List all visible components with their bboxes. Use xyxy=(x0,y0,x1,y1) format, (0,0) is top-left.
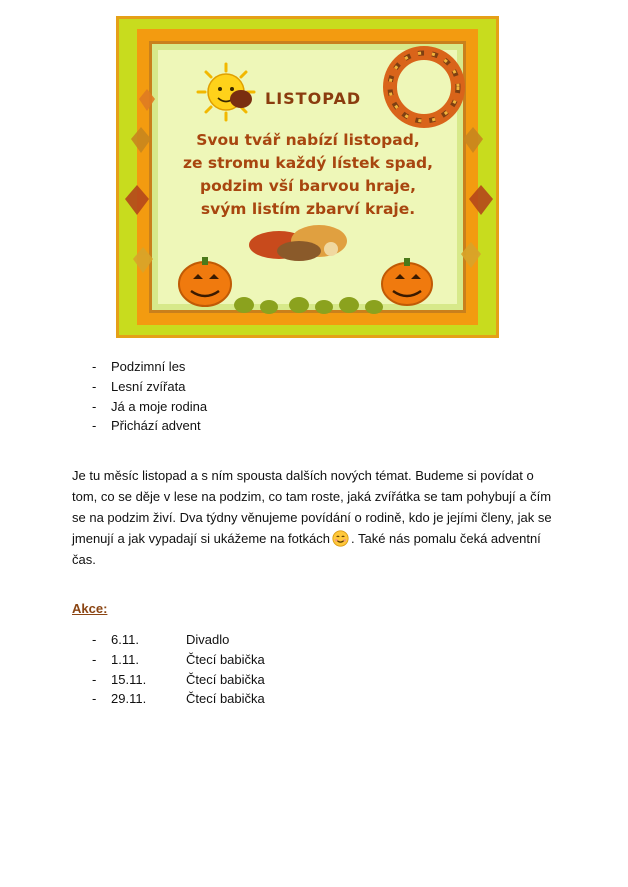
event-date: 29.11. xyxy=(111,691,147,707)
list-item: - Přichází advent xyxy=(92,416,207,436)
list-item xyxy=(92,630,265,650)
poem-line: svým listím zbarví kraje. xyxy=(200,200,416,218)
paragraph-text: Je tu měsíc listopad a s ním spousta dalších nových témat. Budeme si povídat o tom, co se děje v lese na podzim, co tam roste, jaká zvířátka se tam pohybují a čím se na podzim živí. Dva týdny věnujeme povídání o rodině, kdo je jejími členy, jak se jmenují a jak vypadají si ukážeme na fotkách xyxy=(72,468,552,546)
poem-line: ze stromu každý lístek spad, xyxy=(182,154,434,172)
list-item xyxy=(92,670,265,690)
poem-line: Svou tvář nabízí listopad, xyxy=(196,131,420,149)
banner-poem xyxy=(177,129,439,221)
list-item xyxy=(92,689,265,709)
event-name: Divadlo xyxy=(186,632,230,647)
list-item: - Já a moje rodina xyxy=(92,397,207,417)
event-date: 6.11. xyxy=(111,632,139,647)
smiley-icon xyxy=(332,530,349,547)
events-heading: Akce: xyxy=(72,601,108,616)
list-item xyxy=(92,650,265,670)
event-name: Čtecí babička xyxy=(186,691,265,707)
event-date: 1.11. xyxy=(111,651,139,667)
events-list xyxy=(92,630,265,709)
palette-icon xyxy=(230,90,252,108)
paragraph-text: . Také nás pomalu čeká adventní čas. xyxy=(72,531,541,567)
list-item: - Podzimní les xyxy=(92,357,207,377)
event-name: Čtecí babička xyxy=(186,671,265,687)
event-name: Čtecí babička xyxy=(186,651,265,667)
event-date: 15.11. xyxy=(111,671,147,687)
listopad-banner xyxy=(116,16,499,338)
intro-paragraph xyxy=(72,465,558,570)
list-item: - Lesní zvířata xyxy=(92,377,207,397)
poem-line: podzim vší barvou hraje, xyxy=(200,177,416,195)
banner-title: LISTOPAD xyxy=(265,89,362,108)
topic-list xyxy=(92,357,207,436)
